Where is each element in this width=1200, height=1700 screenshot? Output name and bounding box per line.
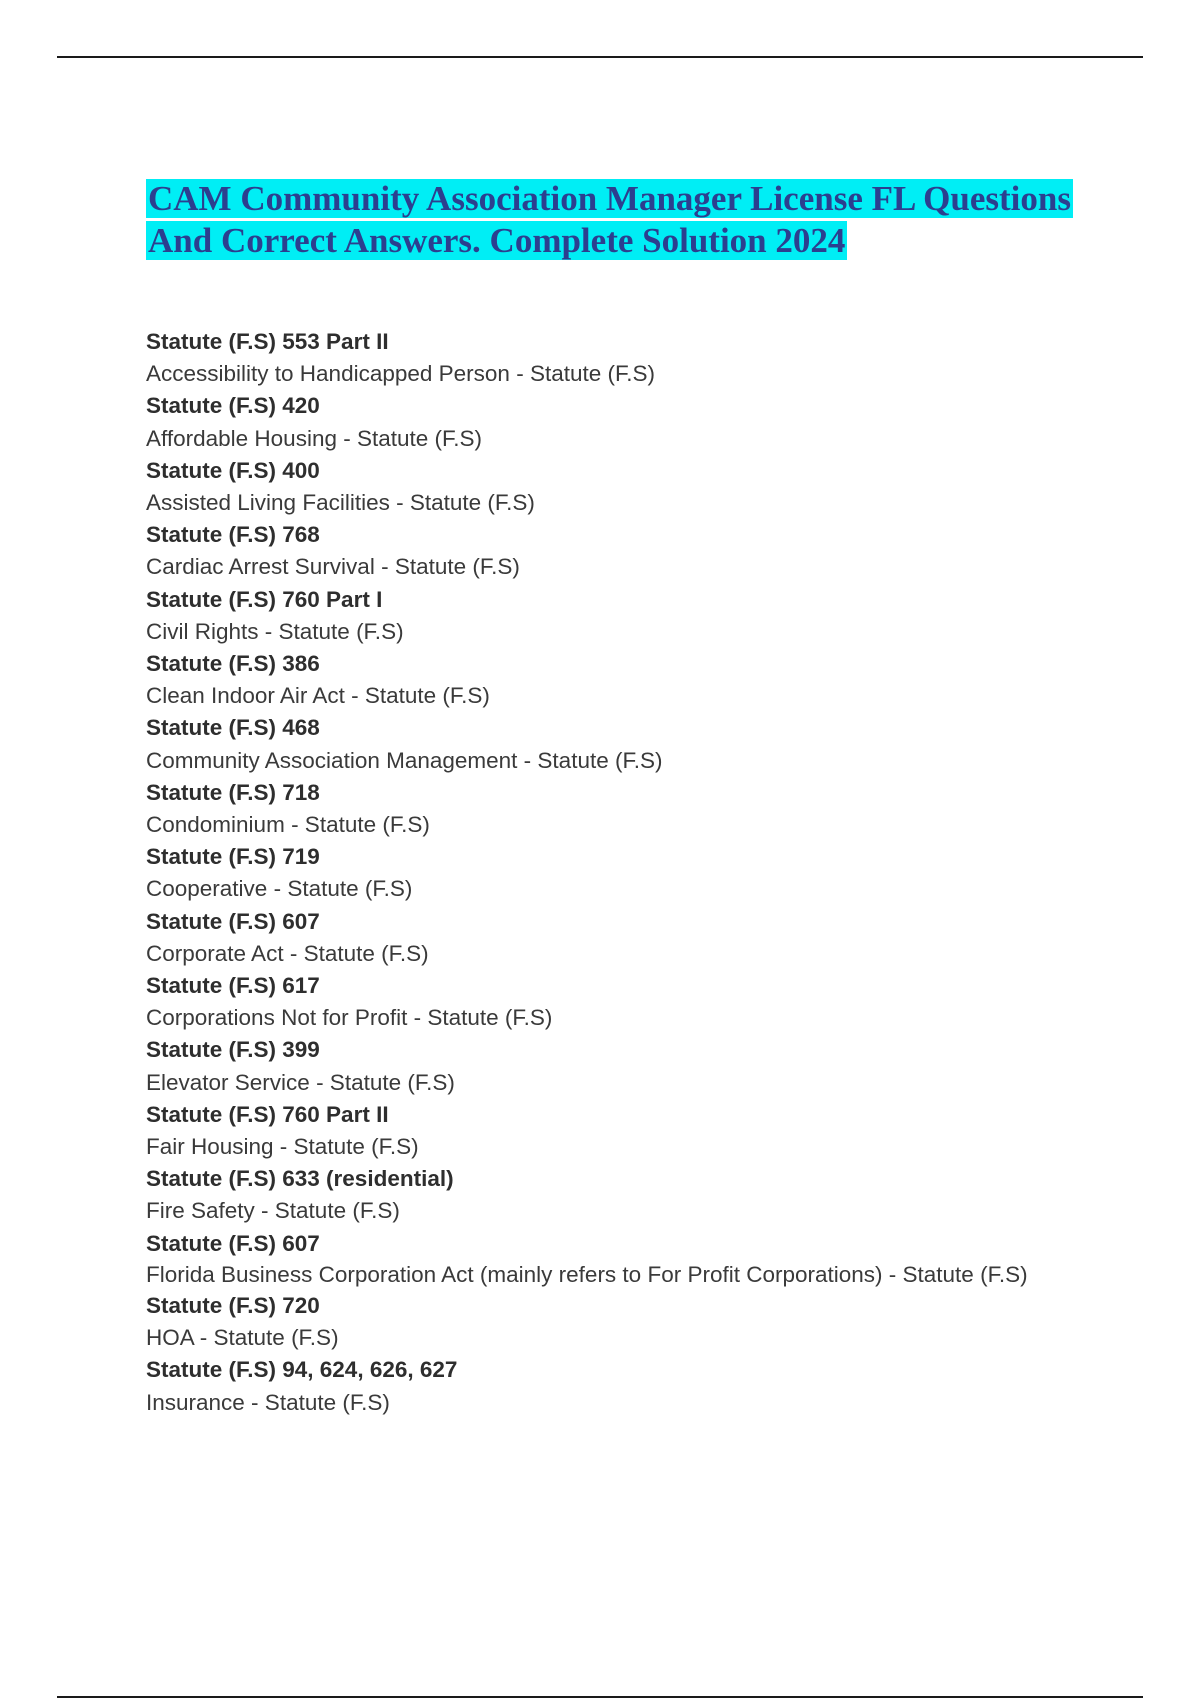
qa-item	[146, 1099, 1066, 1163]
question-text: Statute (F.S) 760 Part II	[146, 1101, 389, 1127]
answer-text: Fire Safety - Statute (F.S)	[146, 1198, 400, 1224]
answer-text: Condominium - Statute (F.S)	[146, 812, 430, 838]
answer-text: Florida Business Corporation Act (mainly refers to For Profit Corporations) - Statute (F.S)	[146, 1261, 1028, 1287]
top-divider	[57, 56, 1143, 58]
qa-item	[146, 777, 1066, 841]
question-text: Statute (F.S) 400	[146, 457, 320, 483]
question-text: Statute (F.S) 768	[146, 522, 320, 548]
qa-item	[146, 455, 1066, 519]
answer-text: HOA - Statute (F.S)	[146, 1325, 339, 1351]
question-text: Statute (F.S) 468	[146, 715, 320, 741]
qa-item	[146, 906, 1066, 970]
bottom-divider	[57, 1696, 1143, 1698]
qa-item	[146, 584, 1066, 648]
answer-text: Elevator Service - Statute (F.S)	[146, 1069, 455, 1095]
question-text: Statute (F.S) 399	[146, 1037, 320, 1063]
answer-text: Clean Indoor Air Act - Statute (F.S)	[146, 683, 490, 709]
question-text: Statute (F.S) 94, 624, 626, 627	[146, 1357, 458, 1383]
question-text: Statute (F.S) 760 Part I	[146, 586, 383, 612]
title-highlight: CAM Community Association Manager License FL Questions And Correct Answers. Complete Solution 2024	[148, 179, 1071, 260]
question-text: Statute (F.S) 719	[146, 844, 320, 870]
answer-text: Cardiac Arrest Survival - Statute (F.S)	[146, 554, 520, 580]
answer-text: Affordable Housing - Statute (F.S)	[146, 425, 483, 451]
question-text: Statute (F.S) 617	[146, 973, 320, 999]
qa-item	[146, 970, 1066, 1034]
document-title	[146, 178, 1126, 262]
qa-item	[146, 1228, 1066, 1290]
qa-item	[146, 1034, 1066, 1098]
question-text: Statute (F.S) 633 (residential)	[146, 1166, 454, 1192]
question-text: Statute (F.S) 607	[146, 1230, 320, 1256]
answer-text: Corporations Not for Profit - Statute (F.S)	[146, 1005, 553, 1031]
answer-text: Corporate Act - Statute (F.S)	[146, 940, 429, 966]
answer-text: Fair Housing - Statute (F.S)	[146, 1134, 419, 1160]
qa-item	[146, 648, 1066, 712]
answer-text: Civil Rights - Statute (F.S)	[146, 618, 404, 644]
question-text: Statute (F.S) 720	[146, 1292, 320, 1318]
question-text: Statute (F.S) 420	[146, 393, 320, 419]
qa-item	[146, 390, 1066, 454]
answer-text: Assisted Living Facilities - Statute (F.S)	[146, 490, 535, 516]
question-text: Statute (F.S) 607	[146, 908, 320, 934]
qa-list	[146, 326, 1066, 1419]
qa-item	[146, 326, 1066, 390]
answer-text: Community Association Management - Statute (F.S)	[146, 747, 663, 773]
qa-item	[146, 841, 1066, 905]
qa-item	[146, 1354, 1066, 1418]
qa-item	[146, 712, 1066, 776]
answer-text: Accessibility to Handicapped Person - Statute (F.S)	[146, 361, 655, 387]
qa-item	[146, 1290, 1066, 1354]
question-text: Statute (F.S) 553 Part II	[146, 329, 389, 354]
answer-text: Insurance - Statute (F.S)	[146, 1389, 390, 1415]
question-text: Statute (F.S) 386	[146, 651, 320, 677]
question-text: Statute (F.S) 718	[146, 779, 320, 805]
qa-item	[146, 1163, 1066, 1227]
qa-item	[146, 519, 1066, 583]
answer-text: Cooperative - Statute (F.S)	[146, 876, 413, 902]
